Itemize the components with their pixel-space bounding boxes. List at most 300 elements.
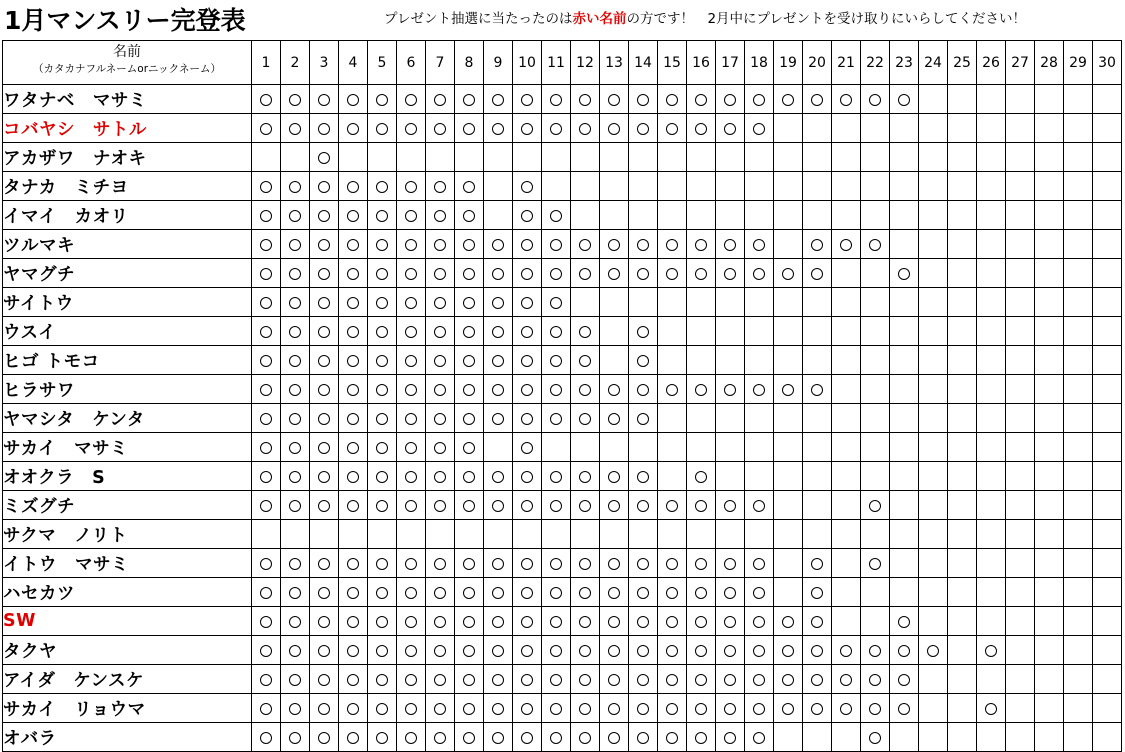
day-cell [948, 491, 977, 520]
day-cell [310, 404, 339, 433]
day-cell [397, 317, 426, 346]
day-cell [542, 230, 571, 259]
page-title: 1月マンスリー完登表 [4, 6, 246, 35]
day-cell [455, 172, 484, 201]
completed-mark [608, 558, 620, 570]
day-cell [542, 520, 571, 549]
day-cell [948, 578, 977, 607]
day-cell [658, 375, 687, 404]
day-cell [803, 404, 832, 433]
completed-mark [753, 645, 765, 657]
completed-mark [550, 558, 562, 570]
day-cell [687, 404, 716, 433]
day-cell [861, 172, 890, 201]
day-cell [1064, 404, 1093, 433]
completed-mark [289, 210, 301, 222]
day-cell [397, 288, 426, 317]
day-cell [1035, 578, 1064, 607]
day-cell [1035, 665, 1064, 694]
day-cell [1064, 607, 1093, 636]
completed-mark [579, 384, 591, 396]
day-cell [310, 433, 339, 462]
day-cell [977, 723, 1006, 752]
day-cell [716, 143, 745, 172]
day-cell [542, 462, 571, 491]
day-cell [687, 549, 716, 578]
completed-mark [579, 558, 591, 570]
day-cell [252, 462, 281, 491]
day-cell [252, 694, 281, 723]
day-cell [368, 143, 397, 172]
completed-mark [753, 123, 765, 135]
day-cell [861, 143, 890, 172]
completed-mark [550, 326, 562, 338]
day-cell [977, 404, 1006, 433]
day-cell [513, 694, 542, 723]
day-cell [745, 404, 774, 433]
day-header: 29 [1064, 41, 1093, 85]
day-cell [513, 636, 542, 665]
day-cell [1064, 578, 1093, 607]
completed-mark [260, 732, 272, 744]
day-cell [1006, 375, 1035, 404]
day-cell [513, 230, 542, 259]
day-cell [513, 491, 542, 520]
day-cell [600, 520, 629, 549]
completed-mark [376, 442, 388, 454]
completed-mark [579, 703, 591, 715]
day-cell [977, 259, 1006, 288]
day-cell [919, 288, 948, 317]
day-cell [281, 636, 310, 665]
day-cell [890, 491, 919, 520]
day-cell [455, 317, 484, 346]
day-cell [426, 636, 455, 665]
day-header: 15 [658, 41, 687, 85]
completed-mark [463, 471, 475, 483]
day-cell [1093, 607, 1122, 636]
completed-mark [521, 645, 533, 657]
day-cell [1064, 317, 1093, 346]
completed-mark [521, 558, 533, 570]
climber-name: ヤマグチ [3, 259, 252, 288]
day-cell [484, 317, 513, 346]
day-cell [890, 636, 919, 665]
day-cell [455, 114, 484, 143]
day-cell [629, 462, 658, 491]
completed-mark [492, 674, 504, 686]
day-cell [1035, 346, 1064, 375]
day-cell [1064, 375, 1093, 404]
day-cell [310, 491, 339, 520]
day-cell [455, 85, 484, 114]
completed-mark [405, 210, 417, 222]
day-cell [426, 143, 455, 172]
completed-mark [637, 355, 649, 367]
completed-mark [289, 732, 301, 744]
completed-mark [608, 239, 620, 251]
day-cell [484, 230, 513, 259]
day-cell [1093, 230, 1122, 259]
completed-mark [608, 94, 620, 106]
completed-mark [347, 558, 359, 570]
day-cell [513, 375, 542, 404]
completed-mark [637, 587, 649, 599]
day-cell [368, 636, 397, 665]
day-cell [281, 723, 310, 752]
completed-mark [434, 645, 446, 657]
day-cell [890, 201, 919, 230]
day-cell [774, 607, 803, 636]
day-cell [368, 201, 397, 230]
day-cell [600, 172, 629, 201]
day-cell [716, 723, 745, 752]
completed-mark [753, 268, 765, 280]
day-cell [368, 259, 397, 288]
completed-mark [550, 732, 562, 744]
day-header: 19 [774, 41, 803, 85]
day-cell [803, 694, 832, 723]
climber-name: サクマ ノリト [3, 520, 252, 549]
completed-mark [521, 703, 533, 715]
day-cell [455, 607, 484, 636]
day-cell [716, 317, 745, 346]
day-cell [1035, 230, 1064, 259]
table-row [3, 346, 1122, 375]
day-cell [397, 230, 426, 259]
day-cell [310, 143, 339, 172]
day-cell [774, 375, 803, 404]
day-cell [368, 317, 397, 346]
completed-mark [376, 181, 388, 193]
climber-name: ヒゴ トモコ [3, 346, 252, 375]
day-cell [890, 143, 919, 172]
day-cell [339, 375, 368, 404]
day-cell [861, 201, 890, 230]
completed-mark [376, 645, 388, 657]
completed-mark [318, 558, 330, 570]
completed-mark [376, 558, 388, 570]
day-cell [658, 114, 687, 143]
completed-mark [318, 500, 330, 512]
day-cell [281, 404, 310, 433]
completed-mark [376, 94, 388, 106]
day-cell [803, 578, 832, 607]
day-cell [397, 201, 426, 230]
table-row [3, 114, 1122, 143]
day-cell [832, 404, 861, 433]
completed-mark [318, 123, 330, 135]
day-cell [658, 201, 687, 230]
day-cell [310, 230, 339, 259]
day-cell [658, 549, 687, 578]
completed-mark [782, 674, 794, 686]
day-cell [861, 578, 890, 607]
day-cell [1093, 433, 1122, 462]
day-cell [890, 404, 919, 433]
completed-mark [463, 326, 475, 338]
day-cell [397, 433, 426, 462]
day-cell [1006, 404, 1035, 433]
completed-mark [840, 703, 852, 715]
day-header: 6 [397, 41, 426, 85]
day-cell [774, 230, 803, 259]
climber-name: タナカ ミチヨ [3, 172, 252, 201]
climber-name: ワタナベ マサミ [3, 85, 252, 114]
day-cell [513, 85, 542, 114]
day-cell [861, 288, 890, 317]
day-cell [397, 143, 426, 172]
day-cell [252, 723, 281, 752]
day-cell [397, 404, 426, 433]
day-cell [977, 346, 1006, 375]
completed-mark [434, 210, 446, 222]
day-cell [426, 462, 455, 491]
day-cell [513, 172, 542, 201]
day-cell [339, 230, 368, 259]
day-header: 28 [1035, 41, 1064, 85]
completed-mark [985, 703, 997, 715]
completed-mark [550, 384, 562, 396]
day-cell [455, 520, 484, 549]
day-cell [397, 172, 426, 201]
day-cell [658, 636, 687, 665]
completed-mark [260, 558, 272, 570]
day-cell [832, 201, 861, 230]
completed-mark [840, 239, 852, 251]
day-cell [281, 230, 310, 259]
day-cell [252, 346, 281, 375]
table-row [3, 491, 1122, 520]
day-cell [455, 375, 484, 404]
completed-mark [347, 587, 359, 599]
day-cell [339, 607, 368, 636]
completed-mark [260, 587, 272, 599]
day-cell [861, 404, 890, 433]
day-cell [803, 723, 832, 752]
day-cell [513, 143, 542, 172]
day-cell [919, 723, 948, 752]
day-cell [774, 201, 803, 230]
completed-mark [724, 732, 736, 744]
completed-mark [347, 268, 359, 280]
completed-mark [434, 587, 446, 599]
day-cell [1035, 259, 1064, 288]
day-cell [716, 404, 745, 433]
day-cell [252, 85, 281, 114]
completed-mark [695, 471, 707, 483]
day-cell [948, 317, 977, 346]
day-cell [1006, 230, 1035, 259]
completed-mark [666, 123, 678, 135]
completed-mark [405, 181, 417, 193]
day-cell [832, 549, 861, 578]
day-cell [1093, 346, 1122, 375]
day-cell [658, 259, 687, 288]
day-cell [542, 549, 571, 578]
day-cell [948, 114, 977, 143]
completed-mark [811, 384, 823, 396]
completed-mark [318, 616, 330, 628]
day-cell [629, 85, 658, 114]
day-cell [745, 636, 774, 665]
day-cell [252, 114, 281, 143]
completed-mark [347, 239, 359, 251]
completed-mark [405, 384, 417, 396]
completed-mark [550, 471, 562, 483]
day-cell [832, 520, 861, 549]
completed-mark [579, 645, 591, 657]
day-cell [1006, 85, 1035, 114]
day-cell [832, 665, 861, 694]
day-cell [919, 259, 948, 288]
day-cell [310, 462, 339, 491]
day-cell [281, 491, 310, 520]
day-cell [977, 375, 1006, 404]
day-cell [890, 259, 919, 288]
day-cell [977, 288, 1006, 317]
completed-mark [463, 703, 475, 715]
completed-mark [666, 558, 678, 570]
day-cell [774, 723, 803, 752]
day-cell [948, 346, 977, 375]
completed-mark [521, 268, 533, 280]
climber-name: サカイ マサミ [3, 433, 252, 462]
day-cell [687, 723, 716, 752]
day-cell [310, 549, 339, 578]
day-cell [281, 259, 310, 288]
day-header: 25 [948, 41, 977, 85]
completed-mark [318, 384, 330, 396]
completed-mark [347, 616, 359, 628]
day-cell [948, 607, 977, 636]
completed-mark [608, 384, 620, 396]
day-cell [600, 723, 629, 752]
completed-mark [492, 587, 504, 599]
completed-mark [492, 500, 504, 512]
completed-mark [811, 703, 823, 715]
completed-mark [318, 471, 330, 483]
completed-mark [289, 500, 301, 512]
day-cell [832, 259, 861, 288]
day-cell [1006, 636, 1035, 665]
completed-mark [927, 645, 939, 657]
completed-mark [463, 645, 475, 657]
day-cell [455, 404, 484, 433]
day-cell [455, 549, 484, 578]
day-cell [397, 491, 426, 520]
completed-mark [318, 703, 330, 715]
day-cell [890, 578, 919, 607]
completed-mark [434, 94, 446, 106]
notice-text-after: の方です！ 2月中にプレゼントを受け取りにいらしてください！ [626, 11, 1027, 27]
day-cell [600, 491, 629, 520]
day-cell [832, 578, 861, 607]
day-cell [948, 201, 977, 230]
completed-mark [376, 326, 388, 338]
day-cell [890, 665, 919, 694]
day-cell [339, 346, 368, 375]
day-cell [629, 375, 658, 404]
day-cell [542, 404, 571, 433]
completed-mark [550, 674, 562, 686]
day-cell [919, 694, 948, 723]
day-cell [281, 346, 310, 375]
day-header: 17 [716, 41, 745, 85]
completed-mark [289, 703, 301, 715]
day-cell [716, 462, 745, 491]
day-cell [542, 491, 571, 520]
completed-mark [695, 268, 707, 280]
completed-mark [434, 442, 446, 454]
day-cell [397, 694, 426, 723]
completed-mark [492, 384, 504, 396]
completed-mark [666, 587, 678, 599]
day-cell [513, 114, 542, 143]
day-cell [919, 491, 948, 520]
day-cell [774, 491, 803, 520]
day-cell [542, 346, 571, 375]
completed-mark [289, 442, 301, 454]
day-cell [745, 259, 774, 288]
completed-mark [550, 500, 562, 512]
completed-mark [492, 703, 504, 715]
completed-mark [521, 123, 533, 135]
completed-mark [666, 703, 678, 715]
completed-mark [405, 500, 417, 512]
day-cell [310, 85, 339, 114]
day-cell [1064, 172, 1093, 201]
day-cell [484, 520, 513, 549]
completed-mark [289, 645, 301, 657]
day-cell [368, 607, 397, 636]
completed-mark [695, 732, 707, 744]
completed-mark [637, 384, 649, 396]
completed-mark [695, 587, 707, 599]
day-cell [542, 143, 571, 172]
day-cell [1093, 665, 1122, 694]
completed-mark [260, 384, 272, 396]
completed-mark [260, 471, 272, 483]
day-cell [977, 143, 1006, 172]
day-cell [716, 201, 745, 230]
day-cell [339, 201, 368, 230]
day-cell [455, 665, 484, 694]
completed-mark [318, 94, 330, 106]
completed-mark [695, 674, 707, 686]
day-cell [1093, 201, 1122, 230]
day-cell [310, 346, 339, 375]
day-cell [542, 375, 571, 404]
day-cell [1006, 520, 1035, 549]
completed-mark [811, 674, 823, 686]
climber-name: タクヤ [3, 636, 252, 665]
day-cell [745, 520, 774, 549]
day-cell [1006, 143, 1035, 172]
day-cell [919, 549, 948, 578]
day-cell [629, 230, 658, 259]
completed-mark [608, 500, 620, 512]
climber-name: アイダ ケンスケ [3, 665, 252, 694]
day-cell [832, 636, 861, 665]
day-cell [1035, 694, 1064, 723]
day-cell [1093, 85, 1122, 114]
completed-mark [782, 703, 794, 715]
completed-mark [492, 732, 504, 744]
completed-mark [753, 384, 765, 396]
day-cell [745, 346, 774, 375]
day-cell [426, 665, 455, 694]
